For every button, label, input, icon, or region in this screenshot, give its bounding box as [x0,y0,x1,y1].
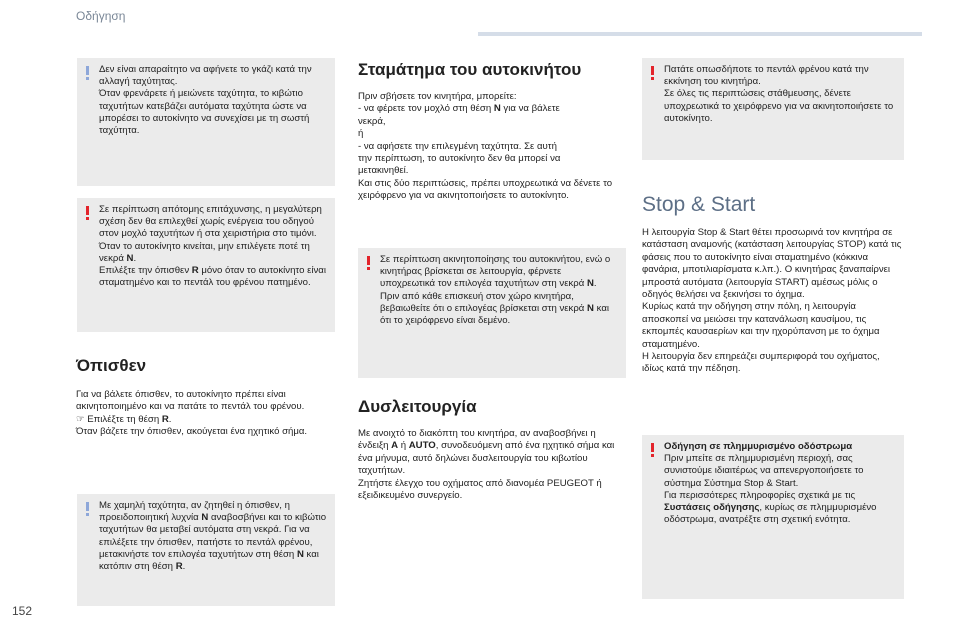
warning-text: Πατάτε οπωσδήποτε το πεντάλ φρένου κατά την εκκίνηση του κινητήρα. Σε όλες τις περιπτώσεις στάθμευσης, δένετε υποχρεωτικά το χειρόφρενο για να ακινητοποιήσετε το αυτοκίνητο. [664,64,894,124]
warning-brake-pedal [642,58,904,160]
warning-mark-icon [649,443,661,457]
info-note-reverse-low-speed [77,494,335,606]
info-note-gear-change [77,58,335,186]
warning-stationary-neutral [358,248,626,378]
info-note-text: Δεν είναι απαραίτητο να αφήνετε το γκάζι κατά την αλλαγή ταχύτητας. Όταν φρενάρετε ή μειώνετε ταχύτητα, το κιβώτιο ταχυτήτων κατεβάζει αυτόματα ταχύτητα ώστε να μπορέσει το αυτοκίνητο να συνεχίσει με τη σωστή ταχύτητα. [99,64,312,137]
stop-start-text: Η λειτουργία Stop & Start θέτει προσωρινά τον κινητήρα σε κατάσταση αναμονής (κατάσταση λειτουργίας STOP) κατά τις φάσεις που το αυτοκίνητο είναι σταματημένο (κόκκινα φανάρια, μποτιλιαρίσματα κ.λπ.). Ο κινητήρας ξαναπαίρνει μπροστά αυτόματα (λειτουργία START) αμέσως μόλις ο οδηγός θελήσει να ξεκινήσει το όχημα. Κυρίως κατά την οδήγηση στην πόλη, η λειτουργία αποσκοπεί να μειώσει την κατανάλωση καυσίμου, τις εκπομπές καυσαερίων και την ηχορύπανση με το όχημα σταματημένο. Η λειτουργία δεν επηρεάζει συμπεριφορά του οχήματος, ιδίως κατά την πέδηση. [642,227,902,375]
warning-text: Σε περίπτωση απότομης επιτάχυνσης, η μεγαλύτερη σχέση δεν θα επιλεχθεί χωρίς ενέργεια του οδηγού στον μοχλό ταχυτήτων ή στα χειριστήρια στο τιμόνι. Όταν το αυτοκίνητο κινείται, μην επιλέγετε ποτέ τη νεκρά N. Επιλέξτε την όπισθεν R μόνο όταν το αυτοκίνητο είναι σταματημένο και το πεντάλ του φρένου πατημένο. [99,204,326,289]
warning-mark-icon [649,66,661,80]
info-mark-icon [84,502,96,516]
page-number: 152 [12,604,33,618]
section-heading-reverse: Όπισθεν [76,356,147,375]
warning-mark-icon [84,206,96,220]
warning-text: Πριν μπείτε σε πλημμυρισμένη περιοχή, σας συνιστούμε ιδιαιτέρως να απενεργοποιήσετε το σύστημα Σύστημα Stop & Start. Για περισσότερες πληροφορίες σχετικά με τις Συστάσεις οδήγησης, κυρίως σε πλημμυρισμένο οδόστρωμα, ανατρέξτε στη σχετική ενότητα. [664,453,877,526]
warning-text: Σε περίπτωση ακινητοποίησης του αυτοκινήτου, ενώ ο κινητήρας βρίσκεται σε λειτουργία, φέρνετε υποχρεωτικά τον επιλογέα ταχυτήτων στη νεκρά N. Πριν από κάθε επισκευή στον χώρο κινητήρα, βεβαιωθείτε ότι ο επιλογέας βρίσκεται στη νεκρά N και ότι το χειρόφρενο είναι δεμένο. [380,254,611,327]
section-heading-stop-start: Stop & Start [642,193,756,216]
warning-flooded-road [642,435,904,599]
reverse-text: Για να βάλετε όπισθεν, το αυτοκίνητο πρέπει είναι ακινητοποιημένο και να πατάτε το πεντάλ του φρένου. ☞ Επιλέξτε τη θέση R. Όταν βάζετε την όπισθεν, ακούγεται ένα ηχητικό σήμα. [76,389,308,438]
warning-mark-icon [365,256,377,270]
page-header-title: Οδήγηση [76,9,126,23]
flooded-road-title: Οδήγηση σε πλημμυρισμένο οδόστρωμα [664,441,853,452]
section-heading-malfunction: Δυσλειτουργία [358,397,477,416]
warning-sharp-acceleration [77,198,335,332]
info-mark-icon [84,66,96,80]
section-heading-stopping: Σταμάτημα του αυτοκινήτου [358,60,582,79]
info-note-text: Με χαμηλή ταχύτητα, αν ζητηθεί η όπισθεν, η προειδοποιητική λυχνία N αναβοσβήνει και το κιβώτιο ταχυτήτων θα μεταβεί αυτόματα στη νεκρά. Για να επιλέξετε την όπισθεν, πατήστε το πεντάλ φρένου, μετακινήστε τον επιλογέα ταχυτήτων στη θέση N και κατόπιν στη θέση R. [99,500,327,573]
header-rule [478,32,922,36]
malfunction-text: Με ανοιχτό το διακόπτη του κινητήρα, αν αναβοσβήνει η ένδειξη A ή AUTO, συνοδευόμενη από ένα ηχητικό σήμα και ένα μήνυμα, αυτό δηλώνει δυσλειτουργία του κιβωτίου ταχυτήτων. Ζητήστε έλεγχο του οχήματος από διανομέα PEUGEOT ή εξειδικευμένο συνεργείο. [358,428,615,502]
stopping-text: Πριν σβήσετε τον κινητήρα, μπορείτε: - να φέρετε τον μοχλό στη θέση N για να βάλετε νεκρά, ή - να αφήσετε την επιλεγμένη ταχύτητα. Σε αυτή την περίπτωση, το αυτοκίνητο δεν θα μπορεί να μετακινηθεί. Και στις δύο περιπτώσεις, πρέπει υποχρεωτικά να δένετε το χειρόφρενο για να ακινητοποιήσετε το αυτοκίνητο. [358,91,613,202]
